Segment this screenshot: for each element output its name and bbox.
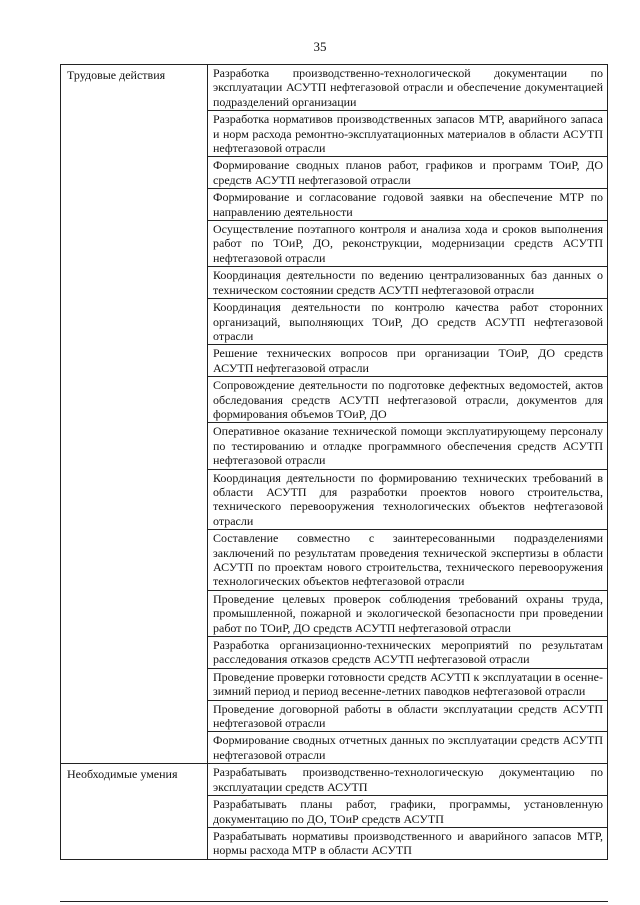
list-item: Осуществление поэтапного контроля и анализа хода и сроков выполнения работ по ТОиР, ДО, реконструкции, модернизации средств АСУТП нефтегазовой отрасли [208, 221, 607, 267]
section-items [208, 65, 608, 764]
list-item: Формирование и согласование годовой заявки на обеспечение МТР по направлению деятельности [208, 189, 607, 221]
list-item: Сопровождение деятельности по подготовке дефектных ведомостей, актов обследования средств АСУТП нефтегазовой отрасли, документов для формирования объемов ТОиР, ДО [208, 377, 607, 423]
list-item: Разрабатывать производственно-технологическую документацию по эксплуатации средств АСУТП [208, 764, 607, 796]
list-item: Формирование сводных отчетных данных по эксплуатации средств АСУТП нефтегазовой отрасли [213, 733, 603, 762]
list-item: Формирование сводных планов работ, графиков и программ ТОиР, ДО средств АСУТП нефтегазовой отрасли [208, 157, 607, 189]
table-body [61, 65, 608, 860]
section-label: Необходимые умения [61, 764, 208, 859]
list-item: Разрабатывать планы работ, графики, программы, установленную документацию по ДО, ТОиР средств АСУТП [208, 796, 607, 828]
list-item: Разработка организационно-технических мероприятий по результатам расследования отказов средств АСУТП нефтегазовой отрасли [208, 637, 607, 669]
list-item: Составление совместно с заинтересованными подразделениями заключений по результатам проведения технической экспертизы в области АСУТП по проектам нового строительства, технического перевооружения технологических объектов нефтегазовой отрасли [208, 530, 607, 591]
list-item: Решение технических вопросов при организации ТОиР, ДО средств АСУТП нефтегазовой отрасли [208, 345, 607, 377]
list-item: Разработка нормативов производственных запасов МТР, аварийного запаса и норм расхода ремонтно-эксплуатационных материалов в области АСУТП нефтегазовой отрасли [208, 111, 607, 157]
list-item: Координация деятельности по ведению централизованных баз данных о техническом состоянии средств АСУТП нефтегазовой отрасли [208, 267, 607, 299]
list-item: Координация деятельности по контролю качества работ сторонних организаций, выполняющих ТОиР, ДО средств АСУТП нефтегазовой отрасли [208, 299, 607, 345]
list-item: Разрабатывать нормативы производственного и аварийного запасов МТР, нормы расхода МТР в области АСУТП [213, 828, 603, 858]
list-item: Координация деятельности по формированию технических требований в области АСУТП для разработки проектов нового строительства, технического перевооружения технологических объектов нефтегазовой отрасли [208, 470, 607, 531]
list-item: Проведение договорной работы в области эксплуатации средств АСУТП нефтегазовой отрасли [208, 701, 607, 733]
list-item: Проведение проверки готовности средств АСУТП к эксплуатации в осенне-зимний период и период весенне-летних паводков нефтегазовой отрасли [208, 669, 607, 701]
table-row [61, 65, 608, 764]
list-item: Оперативное оказание технической помощи эксплуатирующему персоналу по тестированию и отладке программного обеспечения средств АСУТП нефтегазовой отрасли [208, 423, 607, 469]
table-row [61, 764, 608, 859]
section-label: Трудовые действия [61, 65, 208, 764]
qualification-table [60, 64, 608, 860]
list-item: Разработка производственно-технологической документации по эксплуатации АСУТП нефтегазовой отрасли и обеспечение документацией подразделений организации [208, 65, 607, 111]
page-number: 35 [313, 39, 327, 54]
section-items [208, 764, 608, 859]
list-item: Проведение целевых проверок соблюдения требований охраны труда, промышленной, пожарной и экологической безопасности при проведении работ по ТОиР, ДО средств АСУТП нефтегазовой отрасли [208, 591, 607, 637]
table-continuation-rule [60, 901, 608, 902]
